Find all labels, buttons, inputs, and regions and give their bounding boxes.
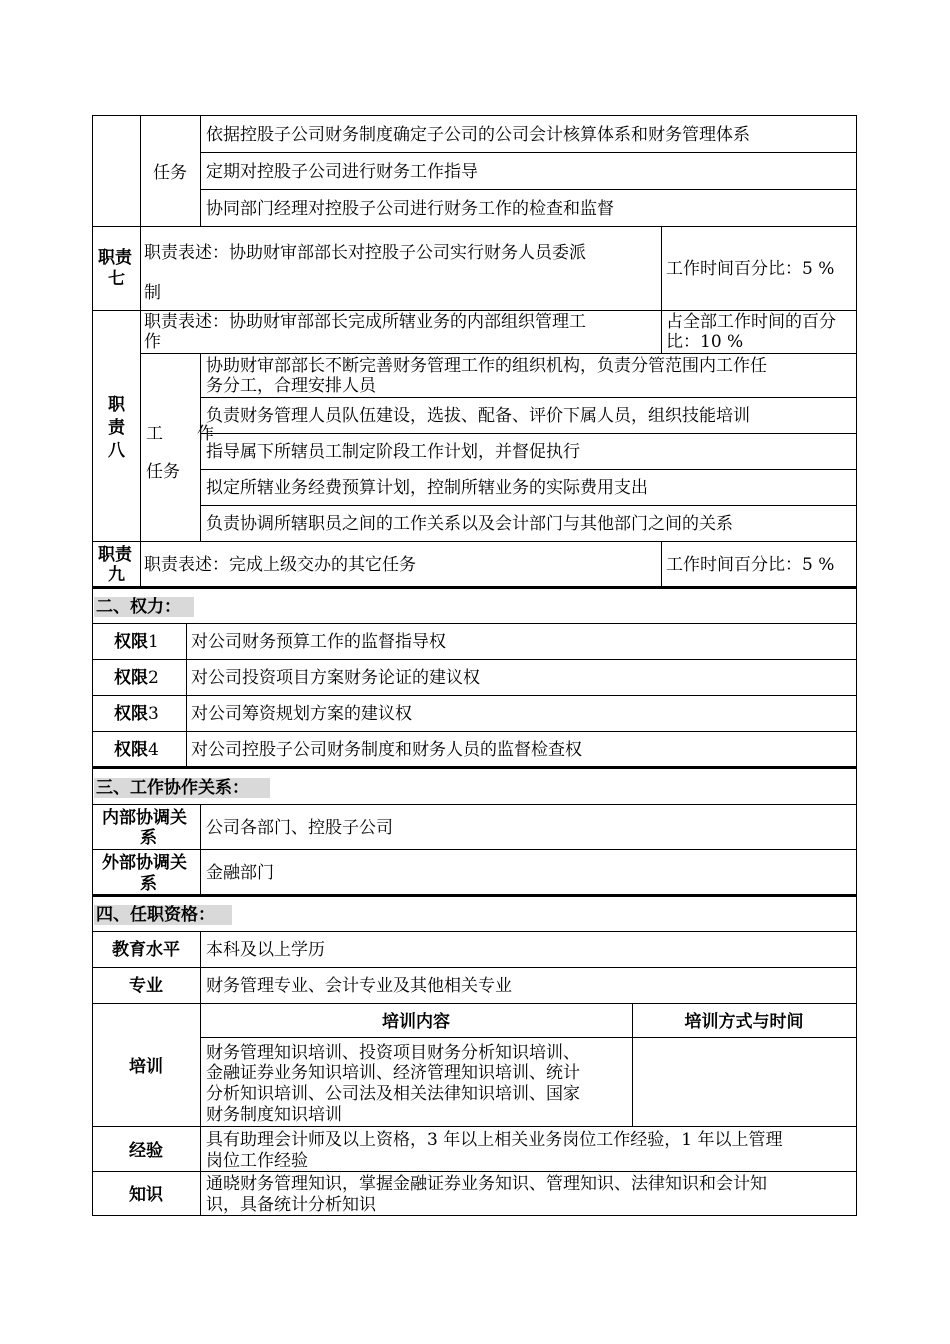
major-value: 财务管理专业、会计专业及其他相关专业 xyxy=(206,976,512,996)
duty-label: 责 xyxy=(108,418,125,438)
section-title: 四、任职资格： xyxy=(96,905,215,925)
duty-description: 职责表述：完成上级交办的其它任务 xyxy=(144,555,416,575)
authority-text: 对公司控股子公司财务制度和财务人员的监督检查权 xyxy=(191,740,582,760)
task-label: 任务 xyxy=(146,462,180,482)
duty-label: 九 xyxy=(108,565,125,585)
education-label: 教育水平 xyxy=(112,940,180,960)
major-label: 专业 xyxy=(129,976,163,996)
task-item: 依据控股子公司财务制度确定子公司的公司会计核算体系和财务管理体系 xyxy=(206,125,750,145)
experience-label: 经验 xyxy=(129,1141,163,1161)
section-title: 二、权力： xyxy=(96,597,181,617)
authority-label: 权限3 xyxy=(114,704,159,724)
work-time-percent: 比：10 % xyxy=(666,332,744,352)
duty-label: 七 xyxy=(108,269,125,289)
duty-description: 制 xyxy=(144,283,161,303)
task-item: 务分工，合理安排人员 xyxy=(206,376,376,396)
task-item: 定期对控股子公司进行财务工作指导 xyxy=(206,162,478,182)
training-content: 分析知识培训、公司法及相关法律知识培训、国家 xyxy=(206,1084,580,1104)
duty-description: 职责表述：协助财审部部长完成所辖业务的内部组织管理工 xyxy=(144,312,586,332)
duty-label: 职 xyxy=(108,395,125,415)
internal-coordination-label: 系 xyxy=(140,828,157,848)
duty-label: 八 xyxy=(108,441,125,461)
work-time-percent: 工作时间百分比：5 % xyxy=(666,259,835,279)
training-content: 金融证券业务知识培训、经济管理知识培训、统计 xyxy=(206,1063,580,1083)
internal-coordination-value: 公司各部门、控股子公司 xyxy=(206,818,393,838)
authority-text: 对公司财务预算工作的监督指导权 xyxy=(191,632,446,652)
knowledge-value: 通晓财务管理知识，掌握金融证券业务知识、管理知识、法律知识和会计知 xyxy=(206,1174,767,1194)
training-content: 财务管理知识培训、投资项目财务分析知识培训、 xyxy=(206,1043,580,1063)
authority-text: 对公司筹资规划方案的建议权 xyxy=(191,704,412,724)
authority-label: 权限1 xyxy=(114,632,159,652)
duty-description: 职责表述：协助财审部部长对控股子公司实行财务人员委派 xyxy=(144,243,586,263)
task-item: 协助财审部部长不断完善财务管理工作的组织机构，负责分管范围内工作任 xyxy=(206,356,767,376)
task-item: 负责协调所辖职员之间的工作关系以及会计部门与其他部门之间的关系 xyxy=(206,514,733,534)
external-coordination-value: 金融部门 xyxy=(206,863,274,883)
duty-label: 职责 xyxy=(98,248,132,268)
work-time-percent: 占全部工作时间的百分 xyxy=(666,312,836,332)
task-item: 协同部门经理对控股子公司进行财务工作的检查和监督 xyxy=(206,199,614,219)
task-label: 任务 xyxy=(153,163,187,183)
external-coordination-label: 外部协调关 xyxy=(102,853,187,873)
work-time-percent: 工作时间百分比：5 % xyxy=(666,555,835,575)
duty-label: 职责 xyxy=(98,545,132,565)
external-coordination-label: 系 xyxy=(140,874,157,894)
authority-label: 权限4 xyxy=(114,740,159,760)
training-content: 财务制度知识培训 xyxy=(206,1105,342,1125)
duty-description: 作 xyxy=(144,332,161,352)
section-title: 三、工作协作关系： xyxy=(96,778,249,798)
experience-value: 具有助理会计师及以上资格，3 年以上相关业务岗位工作经验，1 年以上管理 xyxy=(206,1130,783,1150)
task-item: 负责财务管理人员队伍建设，选拔、配备、评价下属人员，组织技能培训 xyxy=(206,406,750,426)
knowledge-value: 识，具备统计分析知识 xyxy=(206,1195,376,1215)
training-content-header: 培训内容 xyxy=(382,1012,450,1032)
internal-coordination-label: 内部协调关 xyxy=(102,808,187,828)
education-value: 本科及以上学历 xyxy=(206,940,325,960)
experience-value: 岗位工作经验 xyxy=(206,1151,308,1171)
task-item: 拟定所辖业务经费预算计划，控制所辖业务的实际费用支出 xyxy=(206,478,648,498)
authority-text: 对公司投资项目方案财务论证的建议权 xyxy=(191,668,480,688)
authority-label: 权限2 xyxy=(114,668,159,688)
task-label: 工 作 xyxy=(146,424,214,444)
knowledge-label: 知识 xyxy=(129,1185,163,1205)
task-item: 指导属下所辖员工制定阶段工作计划，并督促执行 xyxy=(206,442,580,462)
training-method-header: 培训方式与时间 xyxy=(684,1012,804,1032)
training-label: 培训 xyxy=(129,1057,163,1077)
